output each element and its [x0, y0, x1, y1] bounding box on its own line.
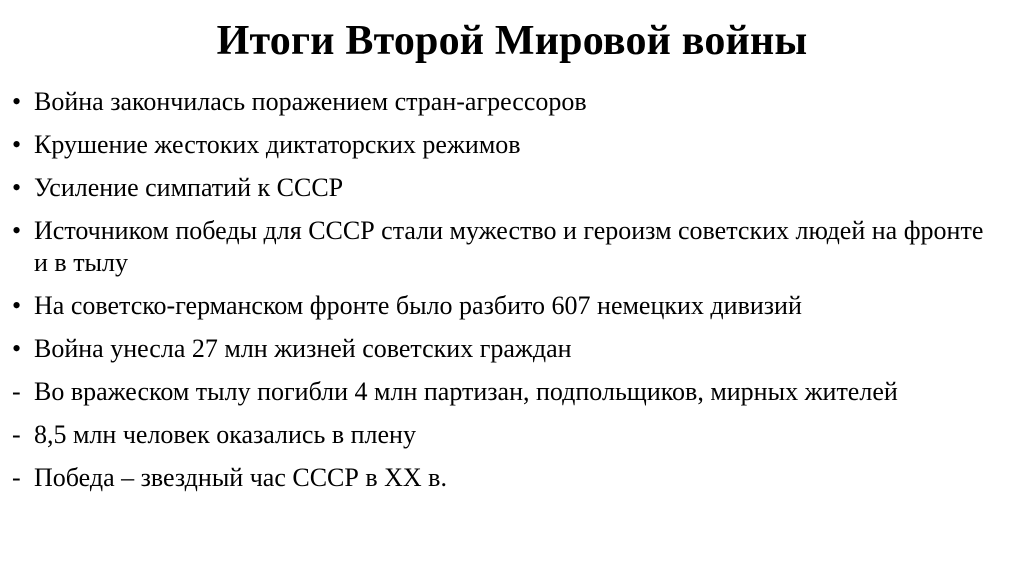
list-item-text: На советско-германском фронте было разбито 607 немецких дивизий — [34, 291, 802, 320]
list-item-text: Усиление симпатий к СССР — [34, 173, 344, 202]
list-item — [12, 129, 1002, 161]
list-item — [12, 376, 1002, 408]
bullet-marker: • — [12, 291, 22, 320]
list-item — [12, 333, 1002, 365]
bullet-list — [12, 86, 1002, 505]
bullet-marker: • — [12, 87, 22, 116]
list-item — [12, 215, 1002, 279]
list-item-text: 8,5 млн человек оказались в плену — [34, 420, 416, 449]
list-item — [12, 86, 1002, 118]
list-item-text: Крушение жестоких диктаторских режимов — [34, 130, 521, 159]
slide-title: Итоги Второй Мировой войны — [216, 18, 808, 64]
bullet-marker: • — [12, 130, 22, 159]
dash-marker: - — [12, 377, 21, 406]
dash-marker: - — [12, 420, 21, 449]
list-item — [12, 462, 1002, 494]
list-item-text: Война унесла 27 млн жизней советских граждан — [34, 334, 572, 363]
list-item-text: Во вражеском тылу погибли 4 млн партизан, подпольщиков, мирных жителей — [34, 377, 898, 406]
dash-marker: - — [12, 463, 21, 492]
list-item-text: Победа – звездный час СССР в XX в. — [34, 463, 447, 492]
bullet-marker: • — [12, 334, 22, 363]
list-item — [12, 290, 1002, 322]
list-item — [12, 419, 1002, 451]
bullet-marker: • — [12, 216, 22, 245]
list-item — [12, 172, 1002, 204]
bullet-marker: • — [12, 173, 22, 202]
list-item-text: Война закончилась поражением стран-агрессоров — [34, 87, 587, 116]
list-item-text: Источником победы для СССР стали мужество и героизм советских людей на фронте и в тылу — [34, 216, 984, 277]
